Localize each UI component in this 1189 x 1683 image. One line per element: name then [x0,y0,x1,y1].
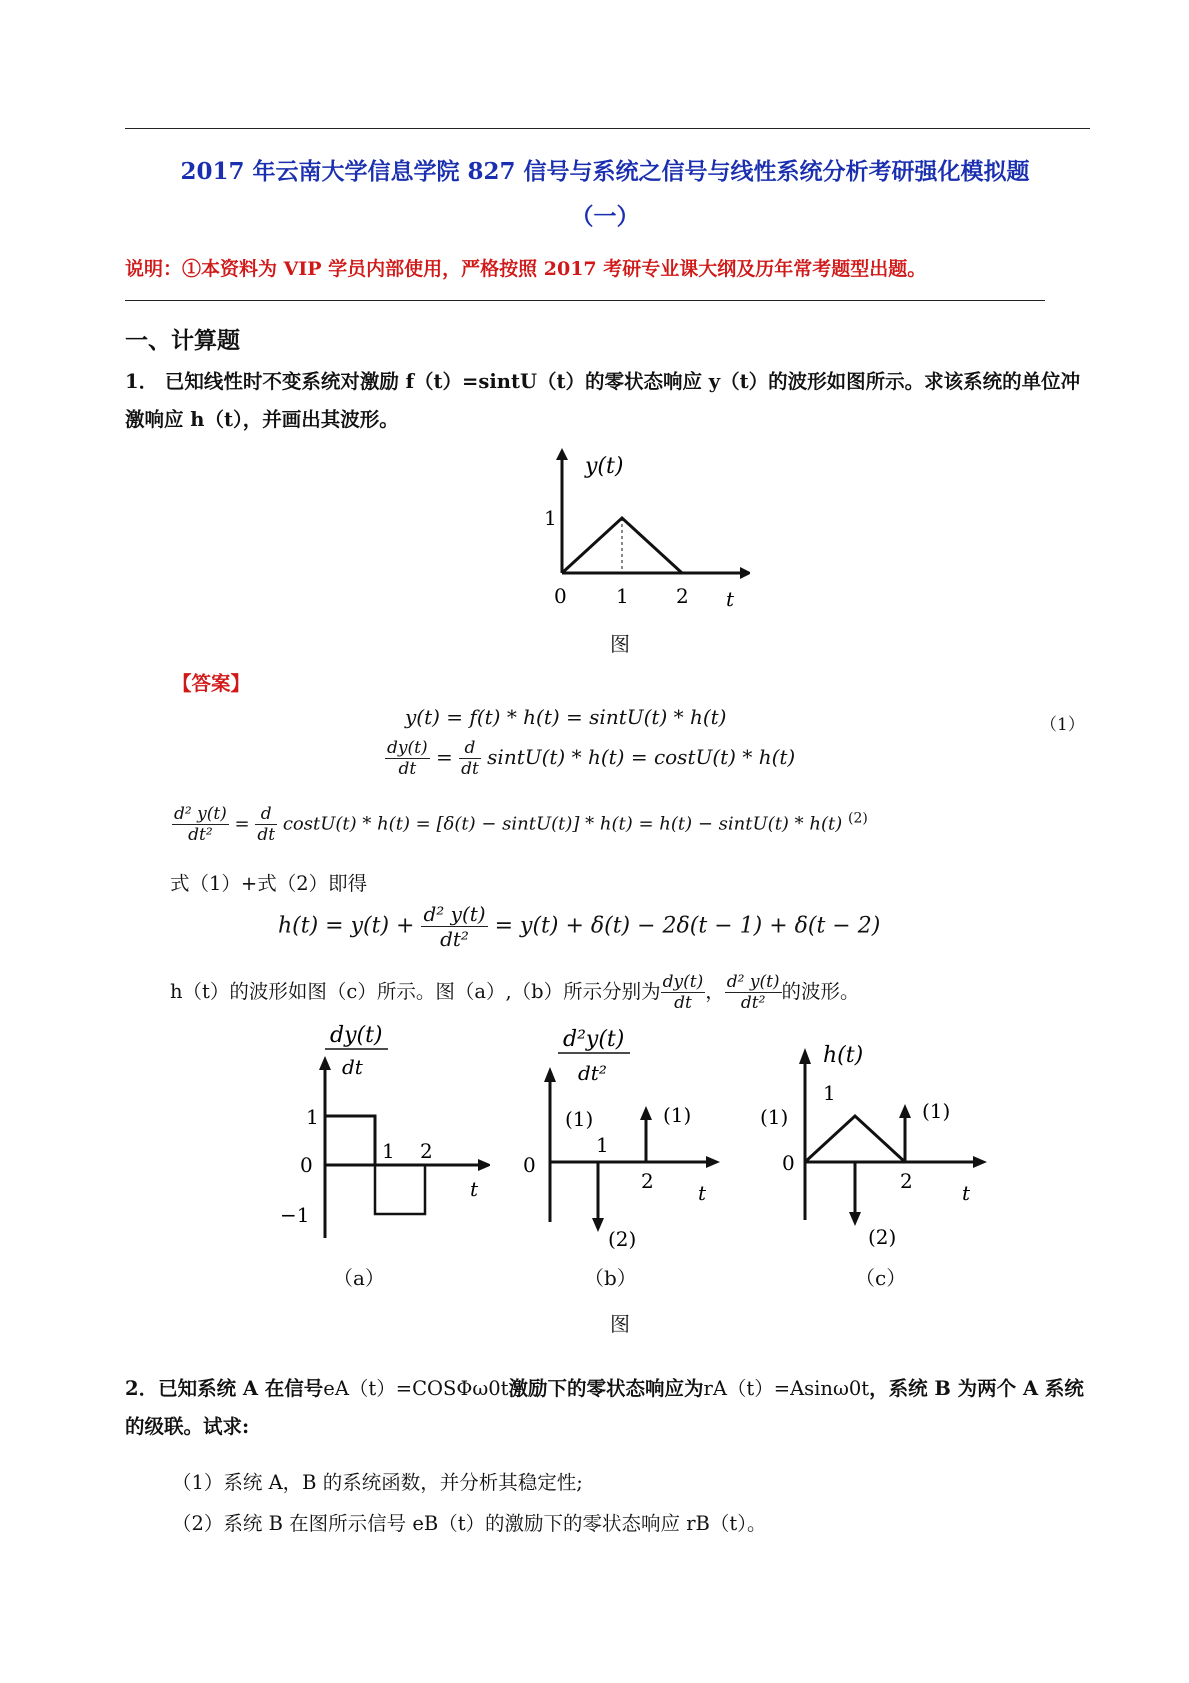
question-1-text: 1． 已知线性时不变系统对激励 f（t）=sintU（t）的零状态响应 y（t）的波形如图所示。求该系统的单位冲激响应 h（t），并画出其波形。 [125,370,1081,431]
fig-y-tick-1: 1 [544,506,557,530]
eq2-rhs: sintU(t) * h(t) = costU(t) * h(t) [487,745,796,769]
figure-c-impulse-response [760,1040,990,1252]
fig-c-xlabel: t [962,1181,971,1205]
fig-b-imp2: (1) [663,1103,692,1127]
eq4-frac-num: d² y(t) [423,902,486,926]
figures-caption: 图 [610,1312,630,1336]
fig-a-title-num: dy(t) [330,1023,383,1048]
fig-c-peak: 1 [823,1081,836,1105]
eq3-number: (2) [848,810,868,827]
eq4-frac-den: dt² [440,927,469,951]
eq4-lhs: h(t) = y(t) + [278,913,415,939]
fig-x-tick-1: 1 [616,584,629,608]
waveform-description: h（t）的波形如图（c）所示。图（a）,（b）所示分别为 $\frac{dy(t)}{dt}$ ， $\frac{\text{d² y(t)}}{\text{dt²}}$ 的波形。 [170,972,860,1013]
fig-c-x2: 2 [900,1169,913,1193]
answer-label: 【答案】 [172,672,251,695]
eq3-frac2-den: dt [257,825,276,845]
fig-x-label: t [726,587,735,611]
equation-2: $\frac{dy(t)}{dt}$ = $\frac{d}{dt}$ sintU(t) * h(t) = costU(t) * h(t) [387,738,796,779]
question-2-item-2: （2）系统 B 在图所示信号 eB（t）的激励下的零状态响应 rB（t）。 [172,1512,767,1535]
eq3-frac-den: dt² [188,825,213,845]
fig-b-imp-neg: (2) [608,1227,637,1251]
fig-a-xlabel: t [470,1177,479,1201]
equation-3: $\frac{\text{d² y(t)}}{\text{dt²}}$ = $\frac{d}{dt}$ costU(t) * h(t) = [δ(t) − sintU(t)] * h(t) = h(t) − sintU(t) * h(t) $^{(2)}$ [174,804,868,845]
fig-origin: 0 [554,584,567,608]
fig-c-imp2: (1) [922,1099,951,1123]
figure-caption: 图 [610,632,630,656]
fig-a-origin: 0 [300,1153,313,1177]
fig-b-x1: 1 [596,1133,609,1157]
top-rule [125,128,1090,129]
equation-1-number: （1） [1040,715,1085,735]
fig-a-x1: 1 [382,1139,395,1163]
eq2-frac-den: dt [398,759,417,779]
fig-y-label: y(t) [585,454,624,479]
fig-b-title-num: d²y(t) [563,1027,625,1052]
eq3-frac2-num: d [255,804,277,825]
fig-c-origin: 0 [782,1151,795,1175]
fig-c-imp1: (1) [760,1105,789,1129]
figure-b-second-derivative [508,1022,723,1252]
figure-y-of-t [530,448,750,623]
figure-a-first-derivative [270,1018,490,1248]
fig-b-imp1: (1) [565,1107,594,1131]
eq3-frac-num: d² y(t) [174,804,227,824]
eq2-frac-num: dy(t) [387,738,428,758]
fig-b-xlabel: t [698,1181,707,1205]
page-title: 2017 年云南大学信息学院 827 信号与系统之信号与线性系统分析考研强化模拟题 [180,158,1030,185]
combine-text: 式（1）+式（2）即得 [170,872,368,895]
eq3-rhs: costU(t) * h(t) = [δ(t) − sintU(t)] * h(t) = h(t) − sintU(t) * h(t) [282,813,843,835]
fig-a-tick-1: 1 [306,1105,319,1129]
question-2-item-1: （1）系统 A，B 的系统函数，并分析其稳定性; [172,1471,583,1494]
figure-c-caption: （c） [855,1266,907,1290]
fig-b-origin: 0 [523,1153,536,1177]
figure-b-caption: （b） [584,1266,637,1290]
fig-a-x2: 2 [420,1139,433,1163]
equation-1: y(t) = f(t) * h(t) = sintU(t) * h(t) [405,705,727,729]
eq2-frac2-num: d [459,738,481,759]
disclaimer-note: 说明：①本资料为 VIP 学员内部使用，严格按照 2017 考研专业课大纲及历年常考题型出题。 [125,258,927,280]
figure-a-caption: （a） [333,1266,385,1290]
fig-x-tick-2: 2 [676,584,689,608]
fig-c-imp-neg: (2) [868,1225,897,1249]
fig-b-x2: 2 [641,1169,654,1193]
fig-a-title-den: dt [342,1055,363,1079]
fig-c-ylabel: h(t) [823,1043,864,1068]
fig-b-title-den: dt² [578,1061,607,1085]
question-2-text: 2．已知系统 A 在信号eA（t）=COSΦω0t激励下的零状态响应为rA（t）=Asinω0t，系统 B 为两个 A 系统的级联。试求: [125,1377,1084,1438]
equation-4 [278,902,880,951]
eq4-rhs: = y(t) + δ(t) − 2δ(t − 1) + δ(t − 2) [494,913,881,939]
eq2-frac2-den: dt [461,759,479,779]
page-title-sub: （一） [570,203,640,230]
note-rule [125,300,1045,301]
fig-a-tick-m1: −1 [280,1203,310,1227]
section-heading: 一、计算题 [125,327,240,354]
